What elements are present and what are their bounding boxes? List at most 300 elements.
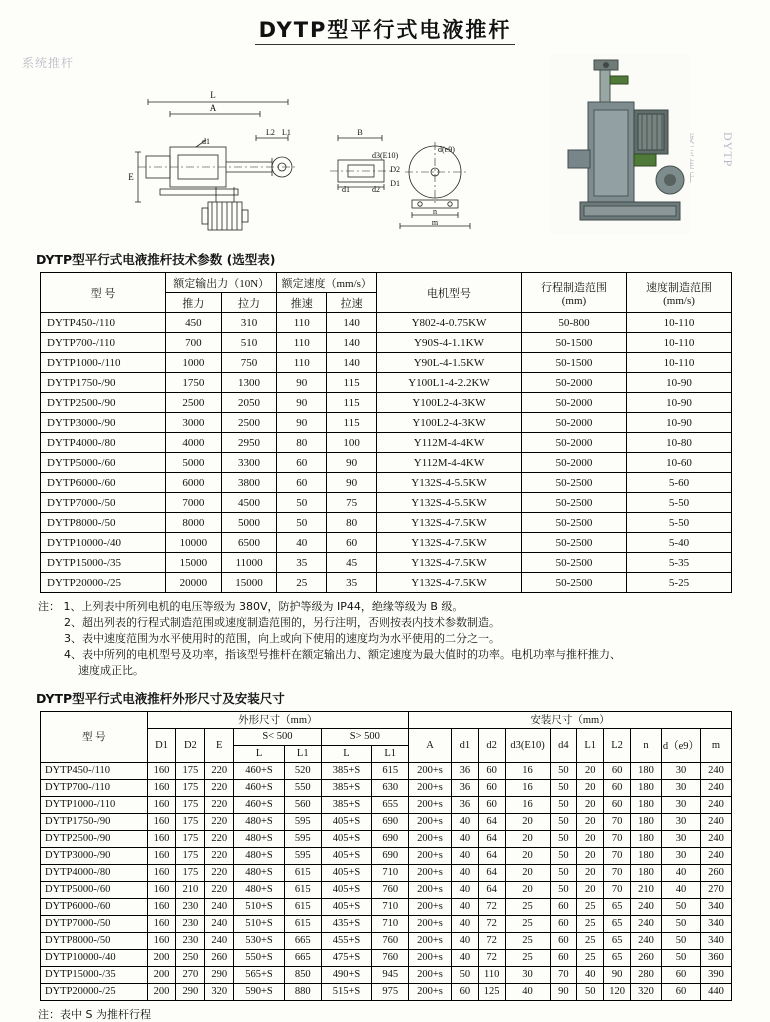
spec-cell-speed: 10-110 xyxy=(627,313,732,333)
table-row xyxy=(41,898,732,915)
dim-cell-d4: 60 xyxy=(550,932,577,949)
dimension-table-body xyxy=(41,762,732,1000)
spec-cell-push-speed: 50 xyxy=(277,493,327,513)
spec-cell-model: DYTP1000-/110 xyxy=(41,353,166,373)
dim-cell-E: 220 xyxy=(205,881,234,898)
dim-cell-n: 180 xyxy=(631,762,662,779)
spec-cell-push: 450 xyxy=(166,313,222,333)
dim-cell-d1: 40 xyxy=(451,932,478,949)
dim-cell-D2: 230 xyxy=(176,915,205,932)
dim-cell-d1: 40 xyxy=(451,881,478,898)
table-row xyxy=(41,864,732,881)
dim-cell-n: 260 xyxy=(631,949,662,966)
spec-cell-push: 7000 xyxy=(166,493,222,513)
dim-cell-d（e9）: 30 xyxy=(661,847,700,864)
dim-cell-L: 480+S xyxy=(234,813,285,830)
spec-cell-stroke: 50-1500 xyxy=(522,353,627,373)
dim-cell-n: 210 xyxy=(631,881,662,898)
dim-cell-model: DYTP1750-/90 xyxy=(41,813,148,830)
dim-th-s-lt: S< 500 xyxy=(234,728,321,745)
spec-cell-pull-speed: 115 xyxy=(327,373,377,393)
dim-cell-L: 475+S xyxy=(321,949,372,966)
spec-table-body xyxy=(41,313,732,593)
spec-cell-stroke: 50-2500 xyxy=(522,533,627,553)
dim-cell-model: DYTP6000-/60 xyxy=(41,898,148,915)
spec-cell-pull: 3800 xyxy=(221,473,277,493)
dim-th-de9: d（e9） xyxy=(661,728,700,762)
dim-cell-L2: 70 xyxy=(604,830,631,847)
spec-th-push-speed: 推速 xyxy=(277,293,327,313)
spec-cell-speed: 10-60 xyxy=(627,453,732,473)
spec-cell-speed: 5-60 xyxy=(627,473,732,493)
dimension-table xyxy=(40,711,732,1001)
dim-cell-A: 200+s xyxy=(409,847,452,864)
dim-cell-d4: 50 xyxy=(550,796,577,813)
svg-text:E: E xyxy=(128,172,134,182)
table-row xyxy=(41,966,732,983)
svg-text:L1: L1 xyxy=(282,128,291,137)
dim-cell-d2: 64 xyxy=(478,830,505,847)
dim-cell-L: 510+S xyxy=(234,915,285,932)
spec-cell-motor: Y132S-4-5.5KW xyxy=(377,473,522,493)
dim-cell-D2: 175 xyxy=(176,813,205,830)
dim-cell-D1: 160 xyxy=(147,847,176,864)
table-row xyxy=(41,453,732,473)
spec-th-rated-output: 额定输出力（10N） xyxy=(166,273,277,293)
technical-drawing-area xyxy=(20,52,750,242)
svg-text:d3(E10): d3(E10) xyxy=(372,151,399,160)
dim-cell-L1: 615 xyxy=(284,915,321,932)
watermark-4: DYTP xyxy=(721,132,735,168)
table-row xyxy=(41,949,732,966)
dim-cell-A: 200+s xyxy=(409,762,452,779)
spec-cell-stroke: 50-2500 xyxy=(522,553,627,573)
spec-cell-model: DYTP8000-/50 xyxy=(41,513,166,533)
spec-cell-push: 700 xyxy=(166,333,222,353)
dim-cell-d2: 72 xyxy=(478,949,505,966)
spec-cell-stroke: 50-2000 xyxy=(522,413,627,433)
dim-cell-D1: 160 xyxy=(147,830,176,847)
dim-cell-L1: 710 xyxy=(372,898,409,915)
spec-cell-stroke: 50-2500 xyxy=(522,573,627,593)
spec-th-speed-range-unit: (mm/s) xyxy=(663,294,695,307)
spec-cell-model: DYTP4000-/80 xyxy=(41,433,166,453)
spec-cell-push: 1000 xyxy=(166,353,222,373)
dim-cell-d1: 50 xyxy=(451,966,478,983)
section2-heading-text: DYTP型平行式电液推杆外形尺寸及安装尺寸 xyxy=(36,690,285,706)
dim-cell-L1: 880 xyxy=(284,983,321,1000)
spec-cell-pull: 5000 xyxy=(221,513,277,533)
spec-th-speed-range-text: 速度制造范围 xyxy=(646,281,712,294)
dim-cell-d4: 50 xyxy=(550,762,577,779)
svg-text:d1: d1 xyxy=(342,185,350,194)
dim-cell-d2: 64 xyxy=(478,881,505,898)
spec-cell-model: DYTP6000-/60 xyxy=(41,473,166,493)
dim-cell-d（e9）: 30 xyxy=(661,796,700,813)
dim-cell-L: 405+S xyxy=(321,847,372,864)
table-row xyxy=(41,762,732,779)
dim-cell-m: 240 xyxy=(701,813,732,830)
svg-text:L: L xyxy=(210,90,216,100)
spec-cell-stroke: 50-2500 xyxy=(522,473,627,493)
dim-cell-L: 480+S xyxy=(234,830,285,847)
dim-th-model: 型 号 xyxy=(41,711,148,762)
dim-cell-L1: 760 xyxy=(372,932,409,949)
spec-cell-push-speed: 110 xyxy=(277,313,327,333)
dim-cell-L: 455+S xyxy=(321,932,372,949)
dim-cell-m: 240 xyxy=(701,796,732,813)
section1-heading-note: (选型表) xyxy=(226,252,276,267)
dim-cell-L: 565+S xyxy=(234,966,285,983)
dim-th-d1: d1 xyxy=(451,728,478,762)
svg-text:d(e9): d(e9) xyxy=(438,145,455,154)
dim-cell-A: 200+s xyxy=(409,983,452,1000)
dim-cell-model: DYTP450-/110 xyxy=(41,762,148,779)
dim-cell-d（e9）: 50 xyxy=(661,932,700,949)
dim-th-d2: d2 xyxy=(478,728,505,762)
dim-cell-D1: 160 xyxy=(147,898,176,915)
dim-cell-d1: 40 xyxy=(451,898,478,915)
spec-cell-motor: Y112M-4-4KW xyxy=(377,433,522,453)
spec-cell-pull: 4500 xyxy=(221,493,277,513)
dim-cell-D2: 175 xyxy=(176,762,205,779)
table-row xyxy=(41,847,732,864)
table-row xyxy=(41,533,732,553)
spec-cell-push: 2500 xyxy=(166,393,222,413)
spec-cell-pull-speed: 90 xyxy=(327,453,377,473)
dim-cell-E: 220 xyxy=(205,813,234,830)
dim-cell-D2: 175 xyxy=(176,796,205,813)
dim-cell-L1: 560 xyxy=(284,796,321,813)
spec-cell-motor: Y132S-4-7.5KW xyxy=(377,533,522,553)
dim-cell-E: 240 xyxy=(205,898,234,915)
dim-cell-D2: 230 xyxy=(176,932,205,949)
dim-cell-E: 220 xyxy=(205,779,234,796)
dim-cell-model: DYTP8000-/50 xyxy=(41,932,148,949)
svg-text:m: m xyxy=(431,218,439,227)
dim-cell-L1: 20 xyxy=(577,847,604,864)
spec-th-stroke-range-text: 行程制造范围 xyxy=(541,281,607,294)
spec-cell-push-speed: 50 xyxy=(277,513,327,533)
spec-cell-model: DYTP10000-/40 xyxy=(41,533,166,553)
dim-cell-L1: 25 xyxy=(577,932,604,949)
dim-cell-d（e9）: 60 xyxy=(661,983,700,1000)
dim-cell-d3(E10): 20 xyxy=(505,813,550,830)
spec-cell-push-speed: 60 xyxy=(277,473,327,493)
dim-cell-m: 440 xyxy=(701,983,732,1000)
dim-cell-d1: 40 xyxy=(451,864,478,881)
dim-th-L2: L2 xyxy=(604,728,631,762)
spec-cell-model: DYTP7000-/50 xyxy=(41,493,166,513)
dim-cell-d4: 50 xyxy=(550,830,577,847)
spec-cell-push-speed: 60 xyxy=(277,453,327,473)
dim-cell-d（e9）: 40 xyxy=(661,864,700,881)
spec-cell-stroke: 50-800 xyxy=(522,313,627,333)
dim-cell-D1: 160 xyxy=(147,762,176,779)
dim-cell-d1: 36 xyxy=(451,762,478,779)
dim-cell-L1: 20 xyxy=(577,864,604,881)
table-row xyxy=(41,313,732,333)
dim-cell-L1: 20 xyxy=(577,762,604,779)
spec-th-motor-model: 电机型号 xyxy=(377,273,522,313)
dim-cell-L1: 595 xyxy=(284,830,321,847)
dim-cell-L1: 850 xyxy=(284,966,321,983)
dim-cell-model: DYTP2500-/90 xyxy=(41,830,148,847)
section1-heading-text: DYTP型平行式电液推杆技术参数 xyxy=(36,252,223,267)
spec-cell-speed: 5-25 xyxy=(627,573,732,593)
dim-cell-L1: 20 xyxy=(577,779,604,796)
dim-cell-L: 405+S xyxy=(321,881,372,898)
table2-footnote: 注：表中 S 为推杆行程 xyxy=(38,1007,151,1021)
spec-cell-model: DYTP1750-/90 xyxy=(41,373,166,393)
spec-table xyxy=(40,272,732,593)
dim-cell-d4: 60 xyxy=(550,898,577,915)
dim-cell-n: 320 xyxy=(631,983,662,1000)
spec-cell-motor: Y100L2-4-3KW xyxy=(377,393,522,413)
spec-cell-push: 4000 xyxy=(166,433,222,453)
spec-cell-push: 15000 xyxy=(166,553,222,573)
dim-cell-E: 220 xyxy=(205,762,234,779)
dim-cell-D2: 175 xyxy=(176,864,205,881)
dim-cell-d（e9）: 60 xyxy=(661,966,700,983)
dim-cell-d1: 36 xyxy=(451,796,478,813)
spec-cell-motor: Y112M-4-4KW xyxy=(377,453,522,473)
spec-cell-pull-speed: 35 xyxy=(327,573,377,593)
dim-header-row-1 xyxy=(41,711,732,728)
dim-th-s-gt: S> 500 xyxy=(321,728,408,745)
dim-cell-L: 460+S xyxy=(234,762,285,779)
spec-th-rated-speed: 额定速度（mm/s） xyxy=(277,273,377,293)
notes-list xyxy=(38,600,738,679)
dim-cell-L: 530+S xyxy=(234,932,285,949)
notes-label: 注： xyxy=(38,600,60,613)
dim-cell-L1: 655 xyxy=(372,796,409,813)
dim-cell-d3(E10): 30 xyxy=(505,966,550,983)
spec-th-stroke-range xyxy=(522,273,627,313)
section2-heading xyxy=(36,689,770,707)
dim-cell-model: DYTP15000-/35 xyxy=(41,966,148,983)
dim-cell-d4: 50 xyxy=(550,847,577,864)
dim-cell-L1: 615 xyxy=(372,762,409,779)
dim-cell-L1: 690 xyxy=(372,813,409,830)
dim-cell-E: 220 xyxy=(205,864,234,881)
dim-cell-L1: 50 xyxy=(577,983,604,1000)
dim-cell-D2: 290 xyxy=(176,983,205,1000)
dim-cell-n: 180 xyxy=(631,847,662,864)
spec-cell-pull-speed: 45 xyxy=(327,553,377,573)
spec-cell-speed: 10-90 xyxy=(627,413,732,433)
spec-cell-stroke: 50-1500 xyxy=(522,333,627,353)
dim-cell-L1: 615 xyxy=(284,881,321,898)
spec-cell-speed: 5-50 xyxy=(627,513,732,533)
dim-cell-L1: 975 xyxy=(372,983,409,1000)
dim-cell-d3(E10): 25 xyxy=(505,915,550,932)
dim-cell-d2: 60 xyxy=(478,796,505,813)
dim-th-d4: d4 xyxy=(550,728,577,762)
dim-cell-L2: 65 xyxy=(604,915,631,932)
dim-cell-d3(E10): 25 xyxy=(505,949,550,966)
table-row xyxy=(41,813,732,830)
spec-cell-pull: 6500 xyxy=(221,533,277,553)
dim-cell-L1: 40 xyxy=(577,966,604,983)
spec-cell-motor: Y90L-4-1.5KW xyxy=(377,353,522,373)
dim-cell-m: 240 xyxy=(701,847,732,864)
spec-th-push: 推力 xyxy=(166,293,222,313)
spec-cell-model: DYTP20000-/25 xyxy=(41,573,166,593)
dim-cell-d（e9）: 30 xyxy=(661,830,700,847)
dim-cell-A: 200+s xyxy=(409,966,452,983)
dim-cell-E: 260 xyxy=(205,949,234,966)
dim-th-install: 安装尺寸（mm） xyxy=(409,711,732,728)
spec-cell-speed: 10-110 xyxy=(627,353,732,373)
dim-cell-n: 240 xyxy=(631,932,662,949)
dim-cell-L1: 595 xyxy=(284,847,321,864)
dim-th-D1: D1 xyxy=(147,728,176,762)
dim-cell-D1: 160 xyxy=(147,864,176,881)
dim-cell-d（e9）: 30 xyxy=(661,762,700,779)
dim-cell-model: DYTP5000-/60 xyxy=(41,881,148,898)
dim-cell-n: 180 xyxy=(631,796,662,813)
dim-th-m: m xyxy=(701,728,732,762)
dim-cell-d3(E10): 25 xyxy=(505,898,550,915)
dim-cell-d1: 36 xyxy=(451,779,478,796)
dim-cell-D1: 200 xyxy=(147,983,176,1000)
table-row xyxy=(41,433,732,453)
dim-cell-d（e9）: 30 xyxy=(661,813,700,830)
spec-cell-pull: 15000 xyxy=(221,573,277,593)
spec-cell-push-speed: 40 xyxy=(277,533,327,553)
dim-cell-d（e9）: 50 xyxy=(661,915,700,932)
table-row xyxy=(41,473,732,493)
dim-cell-m: 240 xyxy=(701,830,732,847)
dim-cell-L2: 60 xyxy=(604,796,631,813)
spec-cell-pull-speed: 100 xyxy=(327,433,377,453)
dim-cell-E: 290 xyxy=(205,966,234,983)
dim-cell-d1: 60 xyxy=(451,983,478,1000)
dim-cell-model: DYTP7000-/50 xyxy=(41,915,148,932)
dim-cell-D2: 230 xyxy=(176,898,205,915)
dim-cell-d2: 64 xyxy=(478,813,505,830)
spec-cell-pull-speed: 140 xyxy=(327,333,377,353)
dim-cell-L: 490+S xyxy=(321,966,372,983)
spec-cell-pull: 3300 xyxy=(221,453,277,473)
spec-cell-push: 8000 xyxy=(166,513,222,533)
dim-cell-m: 240 xyxy=(701,762,732,779)
dim-th-L-lt: L xyxy=(234,745,285,762)
spec-cell-speed: 10-110 xyxy=(627,333,732,353)
spec-cell-push: 20000 xyxy=(166,573,222,593)
watermark-1: 系统推杆 xyxy=(22,56,75,70)
dim-cell-model: DYTP20000-/25 xyxy=(41,983,148,1000)
spec-cell-stroke: 50-2500 xyxy=(522,513,627,533)
dim-cell-m: 340 xyxy=(701,932,732,949)
page-title-text: DYTP型平行式电液推杆 xyxy=(255,18,516,45)
dim-th-E: E xyxy=(205,728,234,762)
dim-cell-d（e9）: 40 xyxy=(661,881,700,898)
table-row xyxy=(41,573,732,593)
spec-th-pull: 拉力 xyxy=(221,293,277,313)
dim-cell-L2: 60 xyxy=(604,779,631,796)
table-row xyxy=(41,830,732,847)
dim-cell-d3(E10): 20 xyxy=(505,830,550,847)
dim-cell-d2: 72 xyxy=(478,915,505,932)
dim-cell-L: 405+S xyxy=(321,898,372,915)
dim-cell-d1: 40 xyxy=(451,830,478,847)
dim-cell-L2: 60 xyxy=(604,762,631,779)
dim-cell-m: 260 xyxy=(701,864,732,881)
table-row xyxy=(41,493,732,513)
dim-cell-L2: 90 xyxy=(604,966,631,983)
dim-cell-L: 510+S xyxy=(234,898,285,915)
dim-cell-L1: 760 xyxy=(372,949,409,966)
dim-cell-L2: 70 xyxy=(604,881,631,898)
dim-cell-L: 480+S xyxy=(234,864,285,881)
dim-cell-d1: 40 xyxy=(451,949,478,966)
dim-th-d3: d3(E10) xyxy=(505,728,550,762)
dim-th-L1-gt: L1 xyxy=(372,745,409,762)
dim-cell-L1: 20 xyxy=(577,830,604,847)
table-row xyxy=(41,932,732,949)
spec-cell-push: 1750 xyxy=(166,373,222,393)
dim-cell-L1: 520 xyxy=(284,762,321,779)
svg-text:D1: D1 xyxy=(390,179,400,188)
dim-cell-m: 340 xyxy=(701,898,732,915)
spec-cell-pull: 11000 xyxy=(221,553,277,573)
note-item: 1、上列表中所列电机的电压等级为 380V，防护等级为 IP44，绝缘等级为 B 级。 xyxy=(63,600,464,613)
dim-cell-L1: 760 xyxy=(372,881,409,898)
dim-cell-L: 435+S xyxy=(321,915,372,932)
dim-cell-D1: 160 xyxy=(147,932,176,949)
dim-cell-L: 550+S xyxy=(234,949,285,966)
dim-cell-d2: 60 xyxy=(478,779,505,796)
spec-cell-speed: 5-50 xyxy=(627,493,732,513)
dim-cell-n: 180 xyxy=(631,779,662,796)
spec-cell-pull-speed: 115 xyxy=(327,413,377,433)
svg-text:n: n xyxy=(433,207,437,216)
spec-cell-pull-speed: 115 xyxy=(327,393,377,413)
dim-th-D2: D2 xyxy=(176,728,205,762)
dim-cell-d4: 50 xyxy=(550,813,577,830)
dim-cell-n: 180 xyxy=(631,830,662,847)
dim-cell-L1: 665 xyxy=(284,949,321,966)
dim-cell-A: 200+s xyxy=(409,796,452,813)
dim-cell-d（e9）: 50 xyxy=(661,949,700,966)
dim-cell-E: 240 xyxy=(205,915,234,932)
spec-cell-speed: 10-90 xyxy=(627,393,732,413)
dim-cell-d2: 64 xyxy=(478,847,505,864)
spec-cell-push-speed: 110 xyxy=(277,333,327,353)
dim-cell-A: 200+s xyxy=(409,864,452,881)
dim-cell-L2: 65 xyxy=(604,898,631,915)
spec-cell-pull: 2950 xyxy=(221,433,277,453)
dim-cell-d（e9）: 50 xyxy=(661,898,700,915)
dim-cell-L2: 120 xyxy=(604,983,631,1000)
spec-cell-pull-speed: 90 xyxy=(327,473,377,493)
dim-cell-d3(E10): 20 xyxy=(505,864,550,881)
svg-text:d1: d1 xyxy=(202,137,210,146)
spec-cell-motor: Y132S-4-7.5KW xyxy=(377,573,522,593)
product-photo xyxy=(550,54,690,234)
dim-cell-L1: 25 xyxy=(577,898,604,915)
dim-cell-D1: 160 xyxy=(147,796,176,813)
dim-cell-L1: 20 xyxy=(577,881,604,898)
dim-cell-d3(E10): 40 xyxy=(505,983,550,1000)
dim-cell-d3(E10): 20 xyxy=(505,847,550,864)
spec-cell-stroke: 50-2000 xyxy=(522,453,627,473)
spec-th-model: 型 号 xyxy=(41,273,166,313)
dim-cell-L: 405+S xyxy=(321,830,372,847)
spec-cell-pull: 750 xyxy=(221,353,277,373)
